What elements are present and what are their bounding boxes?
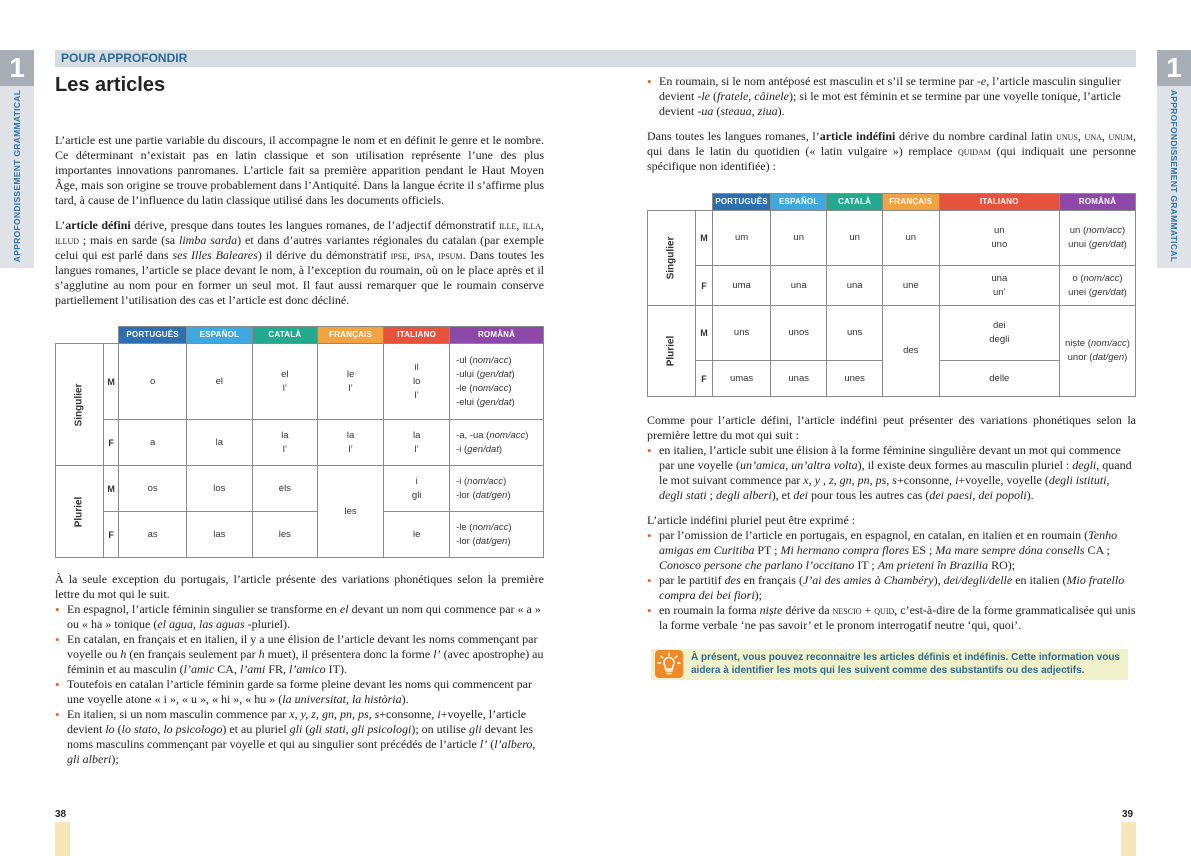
gender-f: F — [695, 361, 712, 397]
cell: uns — [827, 306, 883, 361]
cell: une — [882, 266, 939, 306]
right-top-bullet — [647, 74, 1136, 119]
cell: le — [384, 512, 450, 558]
singular-label: Singulier — [56, 344, 104, 466]
list-item: • En espagnol, l’article féminin singulier se transforme en el devant un nom qui commence par « a » ou « ha » tonique (el agua, las aguas -pluriel). — [55, 602, 544, 632]
cell-romana: o (nom/acc) unei (gen/dat) — [1059, 266, 1135, 306]
cell: les — [252, 512, 317, 558]
singular-label: Singulier — [648, 211, 696, 306]
cell: la l’ — [384, 420, 450, 466]
cell: il lo l’ — [384, 344, 450, 420]
tip-text: À présent, vous pouvez reconnaitre les articles définis et indéfinis. Cette information vous aidera à identifier les mots qui les suivent comme des substantifs ou des adjectifs. — [691, 652, 1120, 676]
header-portugues: PORTUGUÊS — [713, 194, 771, 211]
cell: un — [771, 211, 827, 266]
list-item: • En catalan, en français et en italien, il y a une élision de l’article devant les noms commençant par voyelle ou h (en français seulement par h muet), il présentera donc la forme l’ (avec apostrophe) au féminin et au masculin (l’amic CA, l’ami FR, l’amico IT). — [55, 632, 544, 677]
cell: els — [252, 466, 317, 512]
page-number-left: 38 — [55, 809, 67, 820]
cell: o — [119, 344, 187, 420]
gender-m: M — [103, 466, 119, 512]
cell-romana: -le (nom/acc) -lor (dat/gen) — [450, 512, 544, 558]
indefinite-articles-table — [647, 193, 1136, 397]
cell: uma — [713, 266, 771, 306]
phonetic-variation-paragraph: À la seule exception du portugais, l’article présente des variations phonétiques selon la première lettre du mot qui le suit. — [55, 572, 544, 601]
chapter-side-tab-left — [0, 50, 34, 268]
cell: uns — [713, 306, 771, 361]
plural-label: Pluriel — [648, 306, 696, 397]
footer-bar-left — [55, 822, 70, 856]
indefinite-variation-paragraph: Comme pour l’article défini, l’article indéfini peut présenter des variations phonétiques selon la première lettre du mot qui suit : — [647, 413, 1136, 442]
list-item: • par le partitif des en français (J’ai des amies à Chambéry), dei/degli/delle en italien (Mio fratello compra dei bei fiori); — [647, 573, 1136, 603]
left-bullet-list — [55, 602, 544, 767]
gender-m: M — [695, 211, 712, 266]
cell: la — [186, 420, 252, 466]
intro-paragraph: L’article est une partie variable du discours, il accompagne le nom et en définit le genre et le nombre. Ce déterminant n’existait pas en latin classique et son utilisation représente l’une des plus importantes innovations panromanes. L’article fait sa première apparition pendant le Haut Moyen Âge, mais son origine se trouve probablement dans l’Antiquité. Dans la langue écrite il s’affirme plus tard, à cause de l’influence du latin classique utilisé dans les documents officiels. — [55, 133, 544, 207]
cell-romana: un (nom/acc) unui (gen/dat) — [1059, 211, 1135, 266]
footer-bar-right — [1121, 822, 1136, 856]
section-banner — [55, 50, 1136, 67]
cell: la l’ — [252, 420, 317, 466]
header-espanol: ESPAÑOL — [186, 327, 252, 344]
cell: umas — [713, 361, 771, 397]
header-catala: CATALÀ — [252, 327, 317, 344]
cell: unos — [771, 306, 827, 361]
header-catala: CATALÀ — [827, 194, 883, 211]
page-number-right: 39 — [1122, 809, 1134, 820]
cell: un uno — [939, 211, 1059, 266]
chapter-side-tab-right — [1157, 50, 1191, 268]
list-item: • par l’omission de l’article en portugais, en espagnol, en catalan, en italien et en roumain (Tenho amigas em Curitiba PT ; Mi hermano compra flores ES ; Ma mare sempre dóna consells CA ; Conosco persone che parlano l’occitano IT ; Am prieteni în Brazilia RO); — [647, 528, 1136, 573]
italian-elision-bullet — [647, 443, 1136, 503]
cell: dei degli — [939, 306, 1059, 361]
page-title: Les articles — [55, 74, 166, 96]
cell: un — [882, 211, 939, 266]
chapter-number: 1 — [9, 52, 25, 83]
definite-article-paragraph: L’article défini dérive, presque dans toutes les langues romanes, de l’adjectif démonstratif ille, illa, illud ; mais en sarde (sa limba sarda) et dans d’autres variantes régionales du catalan (par exemple celui qui est parlé dans ses Illes Baleares) il dérive du démonstratif ipse, ipsa, ipsum. Dans toutes les langues romanes, l’article se place devant le nom, à l’exception du roumain, où on le place après et il s’agglutine au nom pour en former un seul mot. Il faut aussi remarquer que le roumain conserve partiellement l’utilisation des cas et l’article est donc décliné. — [55, 218, 545, 307]
cell: una — [827, 266, 883, 306]
header-portugues: PORTUGUÊS — [119, 327, 187, 344]
cell: las — [186, 512, 252, 558]
cell-romana: -a, -ua (nom/acc) -i (gen/dat) — [450, 420, 544, 466]
indefinite-article-paragraph: Dans toutes les langues romanes, l’article indéfini dérive du nombre cardinal latin unus, una, unum, qui dans le latin du quotidien (« latin vulgaire ») remplace quidam (qui indiquait une personne spécifique non identifiée) : — [647, 129, 1136, 173]
cell-romana: -ul (nom/acc) -ului (gen/dat) -le (nom/acc) -elui (gen/dat) — [450, 344, 544, 420]
gender-m: M — [103, 344, 119, 420]
gender-f: F — [695, 266, 712, 306]
tip-box — [651, 649, 1128, 680]
cell: des — [882, 306, 939, 397]
list-item: • en roumain la forma niște dérive da nescio + quid, c’est-à-dire de la forme grammaticalisée qui unis la forme verbale ‘ne pas savoir’ et le pronom interrogatif neutre ‘qui, quoi’. — [647, 603, 1136, 633]
chapter-number: 1 — [1166, 52, 1182, 83]
header-italiano: ITALIANO — [384, 327, 450, 344]
list-item: • En italien, si un nom masculin commence par x, y, z, gn, pn, ps, s+consonne, i+voyelle, l’article devient lo (lo stato, lo psicologo) et au pluriel gli (gli stati, gli psicologi); on utilise gli devant les noms masculins commençant par voyelle et qui au singulier sont précédés de l’article l’ (l’albero, gli alberi); — [55, 707, 544, 767]
header-romana: ROMÂNĂ — [450, 327, 544, 344]
definite-articles-table — [55, 326, 544, 558]
side-label-strip — [0, 86, 34, 268]
cell: unes — [827, 361, 883, 397]
side-label: APPROFONDISSEMENT GRAMMATICAL — [12, 89, 22, 263]
header-italiano: ITALIANO — [939, 194, 1059, 211]
right-bullet-list — [647, 528, 1136, 633]
cell: delle — [939, 361, 1059, 397]
cell: una — [771, 266, 827, 306]
plural-label: Pluriel — [56, 466, 104, 558]
cell-romana: niște (nom/acc) unor (dat/gen) — [1059, 306, 1135, 397]
cell: um — [713, 211, 771, 266]
cell: os — [119, 466, 187, 512]
lightbulb-icon — [655, 650, 683, 678]
cell: el l’ — [252, 344, 317, 420]
header-francais: FRANÇAIS — [882, 194, 939, 211]
cell: una un’ — [939, 266, 1059, 306]
section-tag: POUR APPROFONDIR — [61, 51, 188, 65]
header-francais: FRANÇAIS — [317, 327, 383, 344]
cell-romana: -i (nom/acc) -lor (dat/gen) — [450, 466, 544, 512]
list-item: • En roumain, si le nom antéposé est masculin et s’il se termine par -e, l’article masculin singulier devient -le (fratele, câinele); si le mot est féminin et se termine par une voyelle tonique, l’article devient -ua (steaua, ziua). — [647, 74, 1136, 119]
cell: les — [317, 466, 383, 558]
cell: a — [119, 420, 187, 466]
cell: i gli — [384, 466, 450, 512]
side-label-strip — [1157, 86, 1191, 268]
cell: el — [186, 344, 252, 420]
header-espanol: ESPAÑOL — [771, 194, 827, 211]
plural-indefinite-paragraph: L’article indéfini pluriel peut être exprimé : — [647, 513, 856, 527]
cell: un — [827, 211, 883, 266]
cell: as — [119, 512, 187, 558]
list-item: • en italien, l’article subit une élision à la forme féminine singulière devant un mot qui commence par une voyelle (un’amica, un’altra volta), il existe deux formes au masculin pluriel : degli, quand le mot suivant commence par x, y , z, gn, pn, ps, s+consonne, i+voyelle, voyelle (degli istituti, degli stati ; degli alberi), et dei pour tous les autres cas (dei paesi, dei popoli). — [647, 443, 1136, 503]
list-item: • Toutefois en catalan l’article féminin garde sa forme pleine devant les noms qui commencent par une voyelle atone « i », « u », « hi », « hu » (la universitat, la història). — [55, 677, 544, 707]
header-romana: ROMÂNĂ — [1059, 194, 1135, 211]
side-label: APPROFONDISSEMENT GRAMMATICAL — [1169, 89, 1179, 263]
gender-f: F — [103, 420, 119, 466]
cell: unas — [771, 361, 827, 397]
cell: los — [186, 466, 252, 512]
gender-m: M — [695, 306, 712, 361]
cell: la l’ — [317, 420, 383, 466]
gender-f: F — [103, 512, 119, 558]
cell: le l’ — [317, 344, 383, 420]
